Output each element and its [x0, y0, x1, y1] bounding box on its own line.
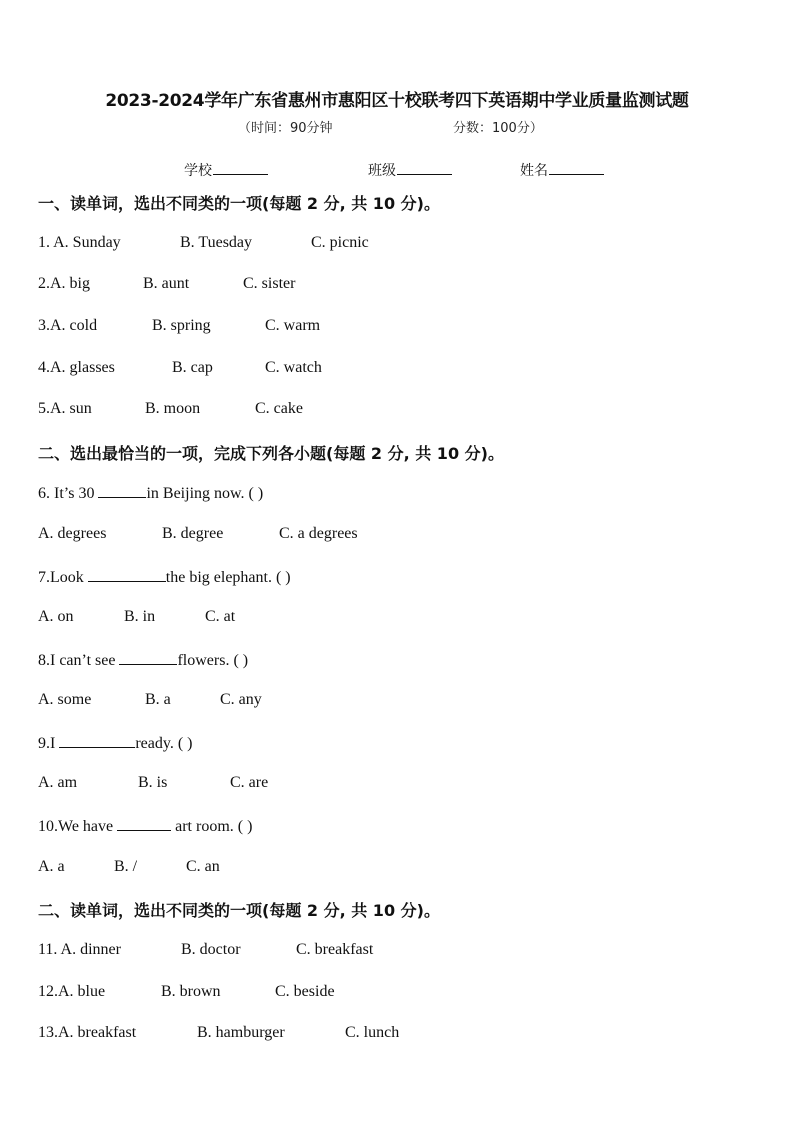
option-b: B. /	[114, 858, 138, 875]
option-b: B. doctor	[181, 941, 241, 958]
option-a: 11. A. dinner	[38, 941, 121, 958]
school-blank	[213, 160, 268, 175]
question-stem	[38, 567, 291, 587]
option-b: B. moon	[145, 400, 201, 417]
answer-blank	[119, 650, 177, 665]
name-blank	[549, 160, 604, 175]
stem-start: 7.Look	[38, 569, 84, 586]
option-a: A. some	[38, 691, 92, 708]
question-stem	[38, 733, 192, 753]
question-stem	[38, 650, 248, 670]
option-b: B. is	[138, 774, 168, 791]
stem-end: art room. ( )	[171, 818, 253, 835]
class-label: 班级	[368, 163, 396, 179]
option-c: C. lunch	[345, 1024, 400, 1041]
option-b: B. a	[145, 691, 171, 708]
option-b: B. brown	[161, 983, 221, 1000]
option-c: C. a degrees	[279, 525, 358, 542]
stem-end: flowers. ( )	[177, 652, 249, 669]
option-a: A. degrees	[38, 525, 107, 542]
school-label: 学校	[184, 163, 212, 179]
option-c: C. breakfast	[296, 941, 374, 958]
option-a: 3.A. cold	[38, 317, 98, 334]
name-field	[520, 160, 604, 180]
option-c: C. are	[230, 774, 269, 791]
exam-score: 分数：100分）	[453, 121, 543, 136]
name-label: 姓名	[520, 163, 548, 179]
answer-blank	[88, 567, 166, 582]
option-a: 5.A. sun	[38, 400, 92, 417]
option-b: B. in	[124, 608, 156, 625]
option-b: B. degree	[162, 525, 224, 542]
option-c: C. picnic	[311, 234, 369, 251]
option-b: B. cap	[172, 359, 213, 376]
exam-time: （时间：90分钟	[238, 121, 333, 136]
option-a: 12.A. blue	[38, 983, 106, 1000]
option-a: A. on	[38, 608, 74, 625]
question-stem	[38, 483, 263, 503]
section-heading-1: 一、读单词，选出不同类的一项(每题 2 分, 共 10 分)。	[38, 194, 440, 213]
option-a: A. am	[38, 774, 78, 791]
option-c: C. cake	[255, 400, 303, 417]
option-c: C. watch	[265, 359, 322, 376]
option-a: 2.A. big	[38, 275, 90, 292]
class-field	[368, 160, 452, 180]
answer-blank	[117, 816, 171, 831]
stem-start: 10.We have	[38, 818, 114, 835]
class-blank	[397, 160, 452, 175]
stem-end: in Beijing now. ( )	[146, 485, 264, 502]
stem-start: 6. It’s 30	[38, 485, 95, 502]
option-b: B. aunt	[143, 275, 190, 292]
option-c: C. beside	[275, 983, 335, 1000]
stem-end: the big elephant. ( )	[165, 569, 291, 586]
option-a: 13.A. breakfast	[38, 1024, 137, 1041]
option-a: 1. A. Sunday	[38, 234, 121, 251]
stem-start: 8.I can’t see	[38, 652, 116, 669]
stem-start: 9.I	[38, 735, 56, 752]
stem-end: ready. ( )	[135, 735, 193, 752]
option-c: C. at	[205, 608, 236, 625]
section-heading-3: 二、读单词，选出不同类的一项(每题 2 分, 共 10 分)。	[38, 901, 440, 920]
school-field	[184, 160, 268, 180]
option-b: B. hamburger	[197, 1024, 285, 1041]
option-a: 4.A. glasses	[38, 359, 115, 376]
answer-blank	[98, 483, 146, 498]
option-c: C. any	[220, 691, 262, 708]
question-stem	[38, 816, 252, 836]
option-b: B. spring	[152, 317, 211, 334]
question-row	[38, 234, 121, 252]
section-heading-2: 二、选出最恰当的一项，完成下列各小题(每题 2 分, 共 10 分)。	[38, 444, 504, 463]
option-a: A. a	[38, 858, 65, 875]
page-title: 2023-2024学年广东省惠州市惠阳区十校联考四下英语期中学业质量监测试题	[105, 91, 689, 111]
option-c: C. an	[186, 858, 220, 875]
option-c: C. sister	[243, 275, 296, 292]
option-b: B. Tuesday	[180, 234, 253, 251]
option-c: C. warm	[265, 317, 321, 334]
answer-blank	[59, 733, 135, 748]
